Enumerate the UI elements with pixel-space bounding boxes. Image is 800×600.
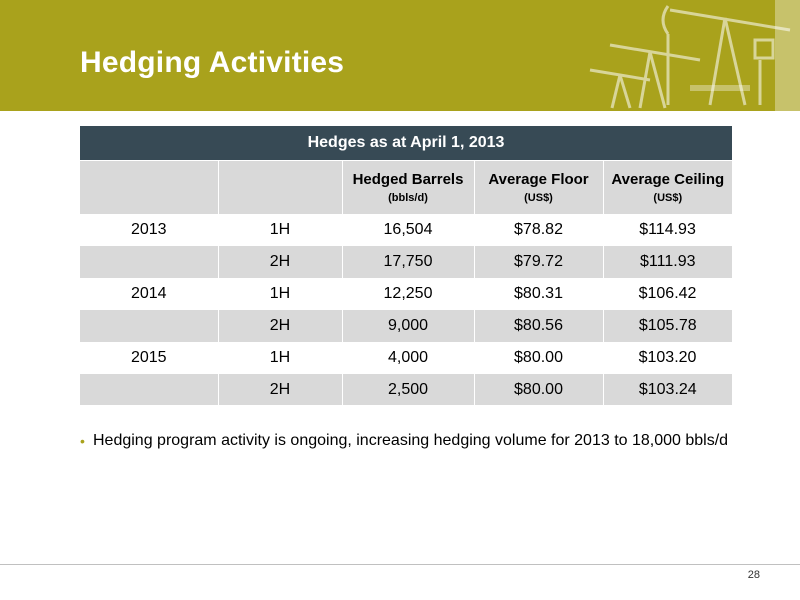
ceiling-cell: $103.20 — [603, 342, 732, 374]
table-row — [80, 278, 732, 310]
column-unit: (US$) — [653, 191, 683, 204]
floor-cell: $79.72 — [474, 246, 603, 278]
title-banner — [0, 0, 800, 111]
barrels-cell: 12,250 — [342, 278, 474, 310]
column-label: Hedged Barrels — [352, 170, 464, 188]
year-cell — [80, 374, 218, 406]
header-cell-hedged-barrels — [342, 161, 474, 214]
year-cell: 2015 — [80, 342, 218, 374]
column-label: Average Floor — [488, 170, 589, 188]
floor-cell: $78.82 — [474, 214, 603, 246]
footer-divider — [0, 564, 800, 565]
header-cell-average-floor — [474, 161, 603, 214]
column-label: Average Ceiling — [611, 170, 725, 188]
half-cell: 2H — [218, 246, 342, 278]
header-cell — [80, 161, 218, 214]
slide-title: Hedging Activities — [80, 46, 345, 79]
barrels-cell: 17,750 — [342, 246, 474, 278]
bullet-text: Hedging program activity is ongoing, increasing hedging volume for 2013 to 18,000 bbls/d — [93, 432, 729, 449]
ceiling-cell: $103.24 — [603, 374, 732, 406]
table-row — [80, 214, 732, 246]
ceiling-cell: $111.93 — [603, 246, 732, 278]
column-unit: (bbls/d) — [388, 191, 428, 204]
half-cell: 1H — [218, 278, 342, 310]
barrels-cell: 4,000 — [342, 342, 474, 374]
page-number: 28 — [747, 569, 760, 581]
barrels-cell: 2,500 — [342, 374, 474, 406]
column-unit: (US$) — [524, 191, 553, 204]
bullet-item — [80, 430, 740, 452]
ceiling-cell: $114.93 — [603, 214, 732, 246]
year-cell: 2013 — [80, 214, 218, 246]
half-cell: 2H — [218, 310, 342, 342]
ceiling-cell: $106.42 — [603, 278, 732, 310]
table-row — [80, 374, 732, 406]
table-row — [80, 342, 732, 374]
header-cell-average-ceiling — [603, 161, 732, 214]
table-caption: Hedges as at April 1, 2013 — [80, 126, 732, 161]
table-row — [80, 310, 732, 342]
bullet-dot-icon: • — [80, 433, 85, 449]
header-cell — [218, 161, 342, 214]
year-cell: 2014 — [80, 278, 218, 310]
floor-cell: $80.00 — [474, 342, 603, 374]
half-cell: 1H — [218, 342, 342, 374]
year-cell — [80, 246, 218, 278]
half-cell: 1H — [218, 214, 342, 246]
ceiling-cell: $105.78 — [603, 310, 732, 342]
oil-pump-jacks-icon — [550, 0, 800, 111]
floor-cell: $80.56 — [474, 310, 603, 342]
table-row — [80, 246, 732, 278]
barrels-cell: 9,000 — [342, 310, 474, 342]
floor-cell: $80.31 — [474, 278, 603, 310]
table-header-row — [80, 161, 732, 214]
barrels-cell: 16,504 — [342, 214, 474, 246]
hedges-table — [80, 126, 732, 405]
floor-cell: $80.00 — [474, 374, 603, 406]
half-cell: 2H — [218, 374, 342, 406]
year-cell — [80, 310, 218, 342]
